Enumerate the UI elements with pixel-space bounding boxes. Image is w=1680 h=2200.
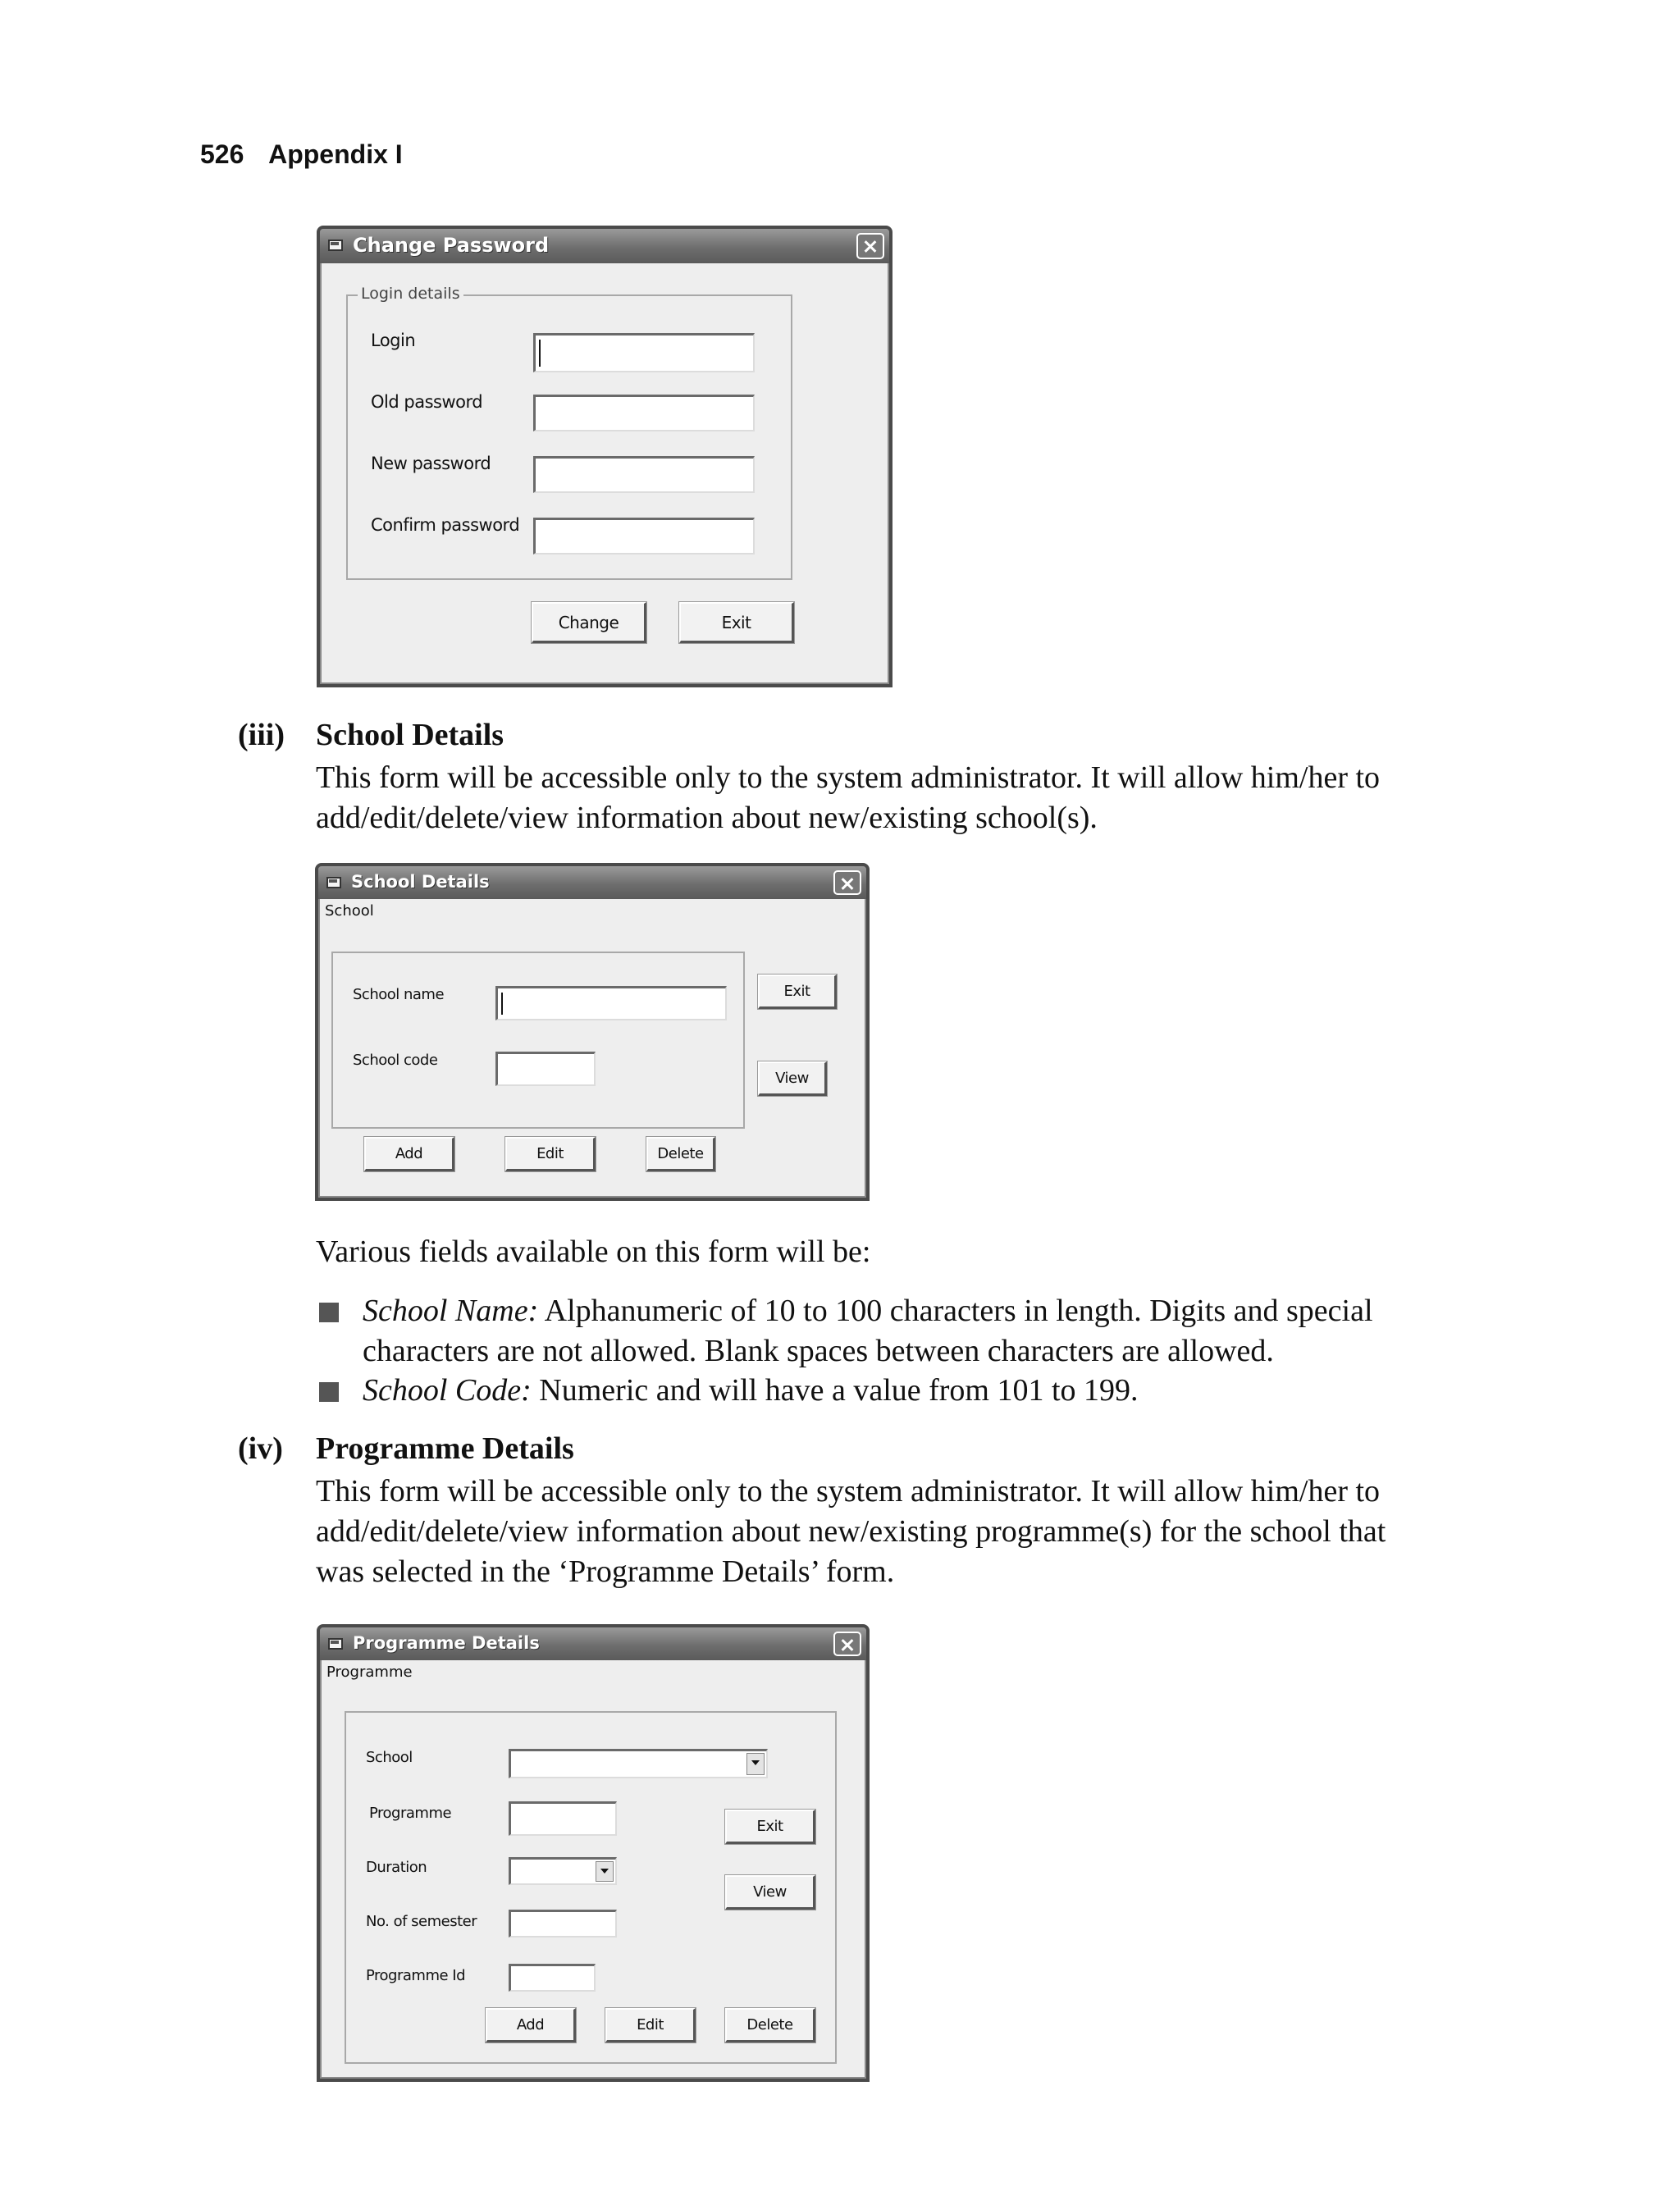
add-button[interactable]: Add — [486, 2008, 576, 2043]
old-password-label: Old password — [371, 392, 483, 412]
programme-details-window — [317, 1624, 870, 2082]
edit-button[interactable]: Edit — [505, 1137, 596, 1171]
change-password-window — [317, 226, 892, 687]
view-button[interactable]: View — [758, 1061, 827, 1096]
programme-fields-group — [345, 1711, 837, 2064]
bullet-item — [363, 1291, 1486, 1372]
programme-menu[interactable]: Programme — [326, 1664, 413, 1681]
programme-input[interactable] — [509, 1801, 617, 1836]
school-name-label: School name — [353, 986, 445, 1003]
no-of-semester-input[interactable] — [509, 1910, 617, 1938]
school-details-title: School Details — [351, 872, 490, 892]
bullet-text: characters are not allowed. Blank spaces between characters are allowed. — [363, 1334, 1274, 1368]
exit-button[interactable]: Exit — [679, 602, 794, 643]
edit-button[interactable]: Edit — [605, 2008, 696, 2043]
window-app-icon — [326, 877, 341, 888]
delete-button[interactable]: Delete — [646, 1137, 715, 1171]
school-fields-group — [331, 952, 745, 1129]
running-head-title: Appendix I — [268, 139, 403, 169]
bullet-term: School Name: — [363, 1294, 539, 1328]
fields-intro: Various fields available on this form will be: — [316, 1235, 871, 1269]
description-line: This form will be accessible only to the system administrator. It will allow him/her to — [316, 1474, 1381, 1509]
view-button[interactable]: View — [725, 1875, 815, 1910]
programme-label: Programme — [369, 1805, 452, 1822]
text-caret — [539, 340, 541, 367]
close-icon[interactable] — [833, 870, 861, 895]
school-menu[interactable]: School — [325, 902, 374, 920]
change-password-title: Change Password — [353, 234, 550, 257]
programme-id-input[interactable] — [509, 1964, 596, 1992]
description-line: add/edit/delete/view information about new/existing school(s). — [316, 801, 1098, 835]
section-iii-number: (iii) — [238, 718, 285, 752]
add-button[interactable]: Add — [364, 1137, 454, 1171]
chevron-down-icon[interactable] — [596, 1861, 614, 1882]
bullet-text: Numeric and will have a value from 101 to 199. — [539, 1373, 1139, 1408]
old-password-input[interactable] — [533, 395, 755, 431]
school-label: School — [366, 1749, 413, 1766]
close-icon[interactable] — [833, 1632, 861, 1656]
login-details-group — [346, 285, 792, 580]
delete-button[interactable]: Delete — [725, 2008, 815, 2043]
bullet-term: School Code: — [363, 1373, 532, 1408]
programme-id-label: Programme Id — [366, 1967, 466, 1984]
chevron-down-icon[interactable] — [746, 1753, 765, 1775]
section-iii-title: School Details — [316, 718, 504, 752]
bullet-square-icon — [319, 1382, 339, 1402]
confirm-password-input[interactable] — [533, 518, 755, 555]
new-password-label: New password — [371, 454, 491, 473]
confirm-password-label: Confirm password — [371, 515, 520, 535]
login-label: Login — [371, 331, 416, 350]
duration-combo[interactable] — [509, 1857, 617, 1885]
window-app-icon — [328, 240, 343, 251]
description-line: was selected in the ‘Programme Details’ form. — [316, 1554, 895, 1589]
login-details-legend: Login details — [358, 285, 463, 303]
duration-label: Duration — [366, 1859, 427, 1876]
text-caret — [501, 993, 503, 1015]
school-code-label: School code — [353, 1052, 438, 1069]
login-input[interactable] — [533, 333, 755, 372]
school-name-input[interactable] — [495, 986, 727, 1020]
window-app-icon — [328, 1638, 343, 1650]
section-iv-title: Programme Details — [316, 1431, 574, 1466]
change-password-titlebar — [320, 229, 889, 263]
bullet-square-icon — [319, 1303, 339, 1322]
new-password-input[interactable] — [533, 456, 755, 493]
section-iii-description — [316, 758, 1481, 838]
school-combo[interactable] — [509, 1749, 768, 1778]
exit-button[interactable]: Exit — [758, 974, 837, 1009]
close-icon[interactable] — [856, 233, 884, 259]
programme-details-title: Programme Details — [353, 1633, 540, 1653]
exit-button[interactable]: Exit — [725, 1810, 815, 1844]
section-iv-description — [316, 1472, 1481, 1592]
description-line: This form will be accessible only to the system administrator. It will allow him/her to — [316, 760, 1381, 795]
page-number: 526 — [200, 139, 244, 169]
programme-details-titlebar — [320, 1627, 866, 1660]
description-line: add/edit/delete/view information about new/existing programme(s) for the school that — [316, 1514, 1386, 1549]
no-of-semester-label: No. of semester — [366, 1913, 477, 1930]
school-details-titlebar — [318, 866, 866, 899]
bullet-text: Alphanumeric of 10 to 100 characters in length. Digits and special — [544, 1294, 1373, 1328]
bullet-item — [363, 1371, 1486, 1411]
school-code-input[interactable] — [495, 1052, 596, 1086]
school-details-window — [315, 863, 870, 1201]
running-head — [200, 139, 403, 170]
change-button[interactable]: Change — [532, 602, 646, 643]
section-iv-number: (iv) — [238, 1431, 283, 1466]
